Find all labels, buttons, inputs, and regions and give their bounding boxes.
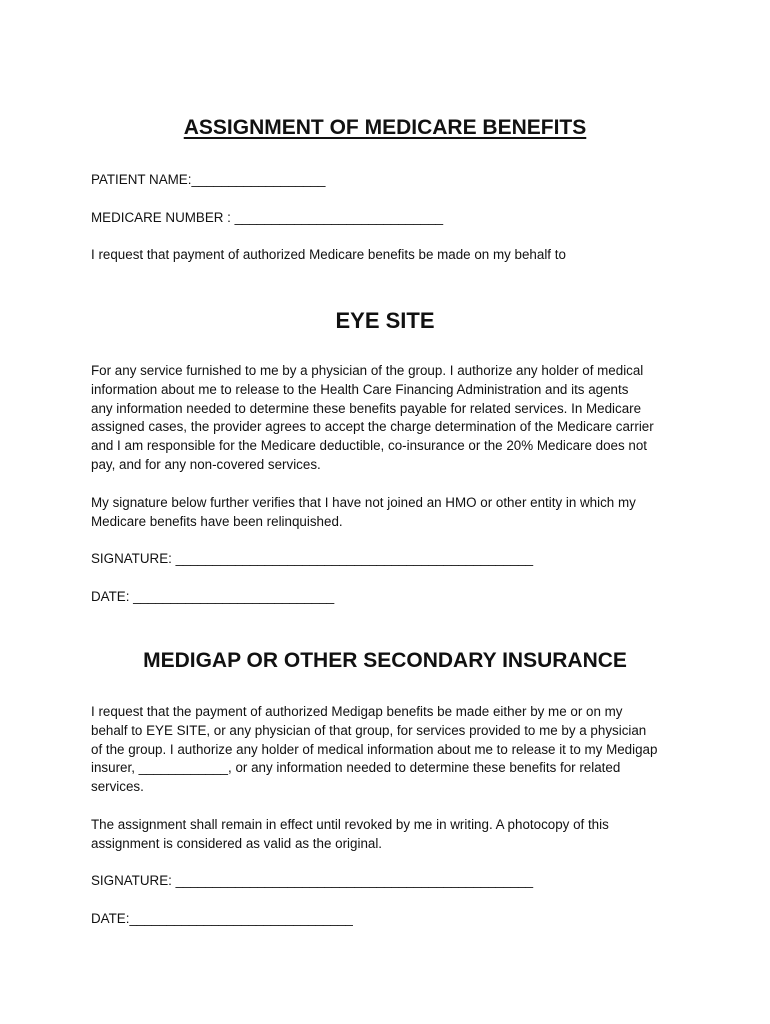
paragraph-line: The assignment shall remain in effect until revoked by me in writing. A photocopy of this xyxy=(91,817,609,832)
paragraph-line: and I am responsible for the Medicare deductible, co-insurance or the 20% Medicare does not xyxy=(91,438,648,454)
signature-field-medigap[interactable]: SIGNATURE: ________________________________________________ xyxy=(91,873,534,888)
paragraph-line: information about me to release to the Health Care Financing Administration and its agents xyxy=(91,381,629,397)
paragraph-line: I request that the payment of authorized Medigap benefits be made either by me or on my xyxy=(91,704,623,719)
medigap-heading: MEDIGAP OR OTHER SECONDARY INSURANCE xyxy=(143,649,627,672)
paragraph-line: My signature below further verifies that I have not joined an HMO or other entity in which my xyxy=(91,495,636,510)
payment-request-text: I request that payment of authorized Medicare benefits be made on my behalf to xyxy=(91,247,566,262)
patient-name-field[interactable]: PATIENT NAME:__________________ xyxy=(91,172,326,187)
document-title: ASSIGNMENT OF MEDICARE BENEFITS xyxy=(183,116,587,139)
paragraph-line: services. xyxy=(91,779,144,795)
paragraph-line: behalf to EYE SITE, or any physician of that group, for services provided to me by a physician xyxy=(91,722,647,738)
date-field-medigap[interactable]: DATE:______________________________ xyxy=(91,911,353,926)
provider-heading: EYE SITE xyxy=(335,308,435,333)
authorization-paragraph xyxy=(91,362,691,475)
paragraph-line: assigned cases, the provider agrees to accept the charge determination of the Medicare carrier xyxy=(91,419,654,435)
paragraph-line: insurer, ____________, or any information needed to determine these benefits for related xyxy=(91,760,621,776)
signature-field-medicare[interactable]: SIGNATURE: ________________________________________________ xyxy=(91,551,534,566)
paragraph-line: of the group. I authorize any holder of medical information about me to release it to my Medigap xyxy=(91,741,658,757)
date-field-medicare[interactable]: DATE: ___________________________ xyxy=(91,589,335,604)
paragraph-line: Medicare benefits have been relinquished. xyxy=(91,513,343,529)
paragraph-line: any information needed to determine these benefits payable for related services. In Medicare xyxy=(91,400,642,416)
paragraph-line: For any service furnished to me by a physician of the group. I authorize any holder of medical xyxy=(91,363,644,378)
hmo-paragraph xyxy=(91,494,691,532)
validity-paragraph xyxy=(91,816,691,854)
paragraph-line: assignment is considered as valid as the original. xyxy=(91,835,383,851)
medicare-number-field[interactable]: MEDICARE NUMBER : ____________________________ xyxy=(91,210,444,225)
paragraph-line: pay, and for any non-covered services. xyxy=(91,456,321,472)
medigap-paragraph xyxy=(91,703,691,797)
